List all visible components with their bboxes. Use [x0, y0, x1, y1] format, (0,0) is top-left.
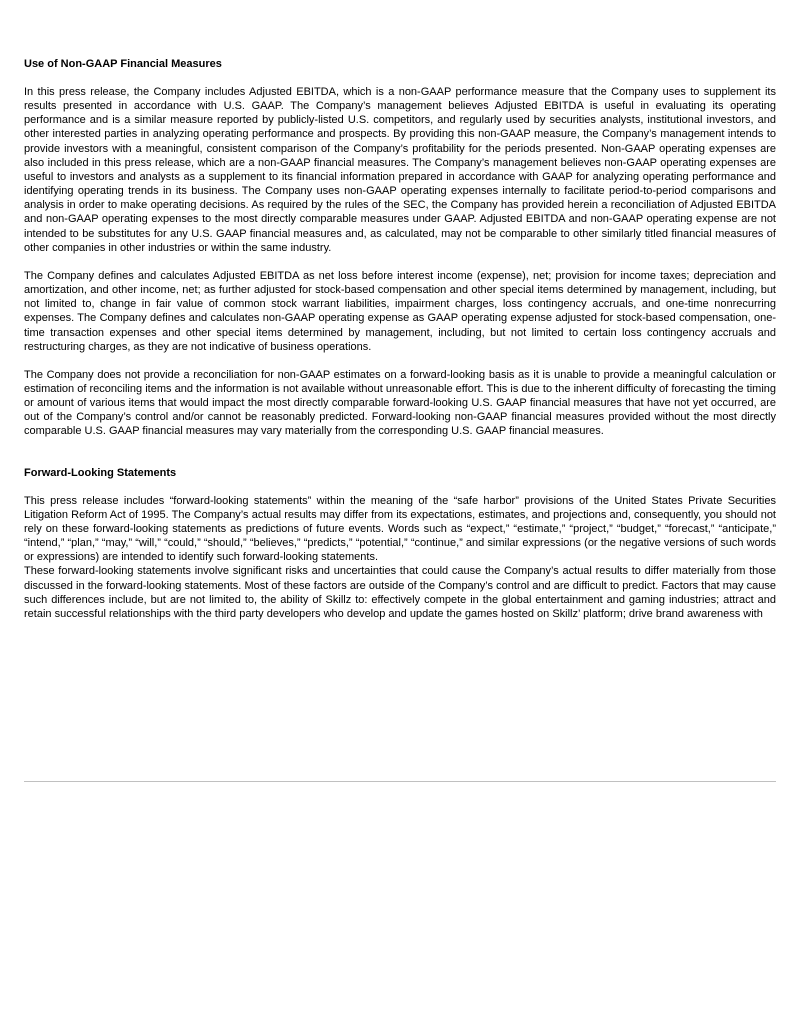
section-heading-non-gaap: Use of Non-GAAP Financial Measures [24, 58, 222, 70]
paragraph-non-gaap-3: The Company does not provide a reconciliation for non-GAAP estimates on a forward-looking basis as it is unable to provide a meaningful calculation or estimation of reconciling items and the information is not available without unreasonable effort. This is due to the inherent difficulty of forecasting the timing or amount of various items that would impact the most directly comparable forward-looking U.S. GAAP financial measures that have not yet occurred, are out of the Company’s control and/or cannot be reasonably predicted. Forward-looking non-GAAP financial measures provided without the most directly comparable U.S. GAAP financial measures may vary materially from the corresponding U.S. GAAP financial measures. [24, 368, 776, 438]
page-divider [24, 781, 776, 782]
paragraph-forward-looking-2: These forward-looking statements involve significant risks and uncertainties that could cause the Company’s actual results to differ materially from those discussed in the forward-looking statements. Most of these factors are outside of the Company’s control and are difficult to predict. Factors that may cause such differences include, but are not limited to, the ability of Skillz to: effectively compete in the global entertainment and gaming industries; attract and retain successful relationships with the third party developers who develop and update the games hosted on Skillz’ platform; drive brand awareness with [24, 565, 776, 620]
paragraph-non-gaap-1: In this press release, the Company includes Adjusted EBITDA, which is a non-GAAP performance measure that the Company uses to supplement its results presented in accordance with U.S. GAAP. The Company’s management believes Adjusted EBITDA is useful in evaluating its operating performance and is a similar measure reported by publicly-listed U.S. competitors, and regularly used by securities analysts, institutional investors, and other interested parties in analyzing operating performance and prospects. By providing this non-GAAP measure, the Company’s management intends to provide investors with a meaningful, consistent comparison of the Company’s profitability for the periods presented. Non-GAAP operating expenses are also included in this press release, which are a non-GAAP financial measures. The Company’s management believes non-GAAP operating expenses are useful to investors and analysts as a supplement to its financial information prepared in accordance with GAAP for analyzing operating performance and identifying operating trends in its business. The Company uses non-GAAP operating expenses internally to facilitate period-to-period comparisons and analysis in order to make operating decisions. As required by the rules of the SEC, the Company has provided herein a reconciliation of Adjusted EBITDA and non-GAAP operating expenses to the most directly comparable measures under GAAP. Adjusted EBITDA and non-GAAP operating expense are not intended to be substitutes for any U.S. GAAP financial measures and, as calculated, may not be comparable to other similarly titled financial measures of other companies in other industries or within the same industry. [24, 86, 776, 254]
spacer [24, 354, 776, 368]
spacer [24, 71, 776, 85]
spacer [24, 255, 776, 269]
document-page [24, 57, 776, 621]
paragraph-forward-looking-1: This press release includes “forward-looking statements” within the meaning of the “safe harbor” provisions of the United States Private Securities Litigation Reform Act of 1995. The Company’s actual results may differ from its expectations, estimates, and projections and, consequently, you should not rely on these forward-looking statements as predictions of future events. Words such as “expect,” “estimate,” “project,” “budget,” “forecast,” “anticipate,” “intend,” “plan,” “may,” “will,” “could,” “should,” “believes,” “predicts,” “potential,” “continue,” and similar expressions (or the negative versions of such words or expressions) are intended to identify such forward-looking statements. [24, 494, 776, 564]
spacer [24, 480, 776, 494]
paragraph-non-gaap-2: The Company defines and calculates Adjusted EBITDA as net loss before interest income (expense), net; provision for income taxes; depreciation and amortization, and other income, net; as further adjusted for stock-based compensation and other special items determined by management, including, but not limited to, change in fair value of common stock warrant liabilities, impairment charges, loss contingency accruals, and one-time nonrecurring expenses. The Company defines and calculates non-GAAP operating expense as GAAP operating expense adjusted for stock-based compensation, one-time transaction expenses and other special items determined by management, including, but not limited to certain loss contingency accruals and restructuring charges, as they are not indicative of business operations. [24, 269, 776, 353]
section-heading-forward-looking: Forward-Looking Statements [24, 466, 177, 479]
spacer [24, 439, 776, 466]
